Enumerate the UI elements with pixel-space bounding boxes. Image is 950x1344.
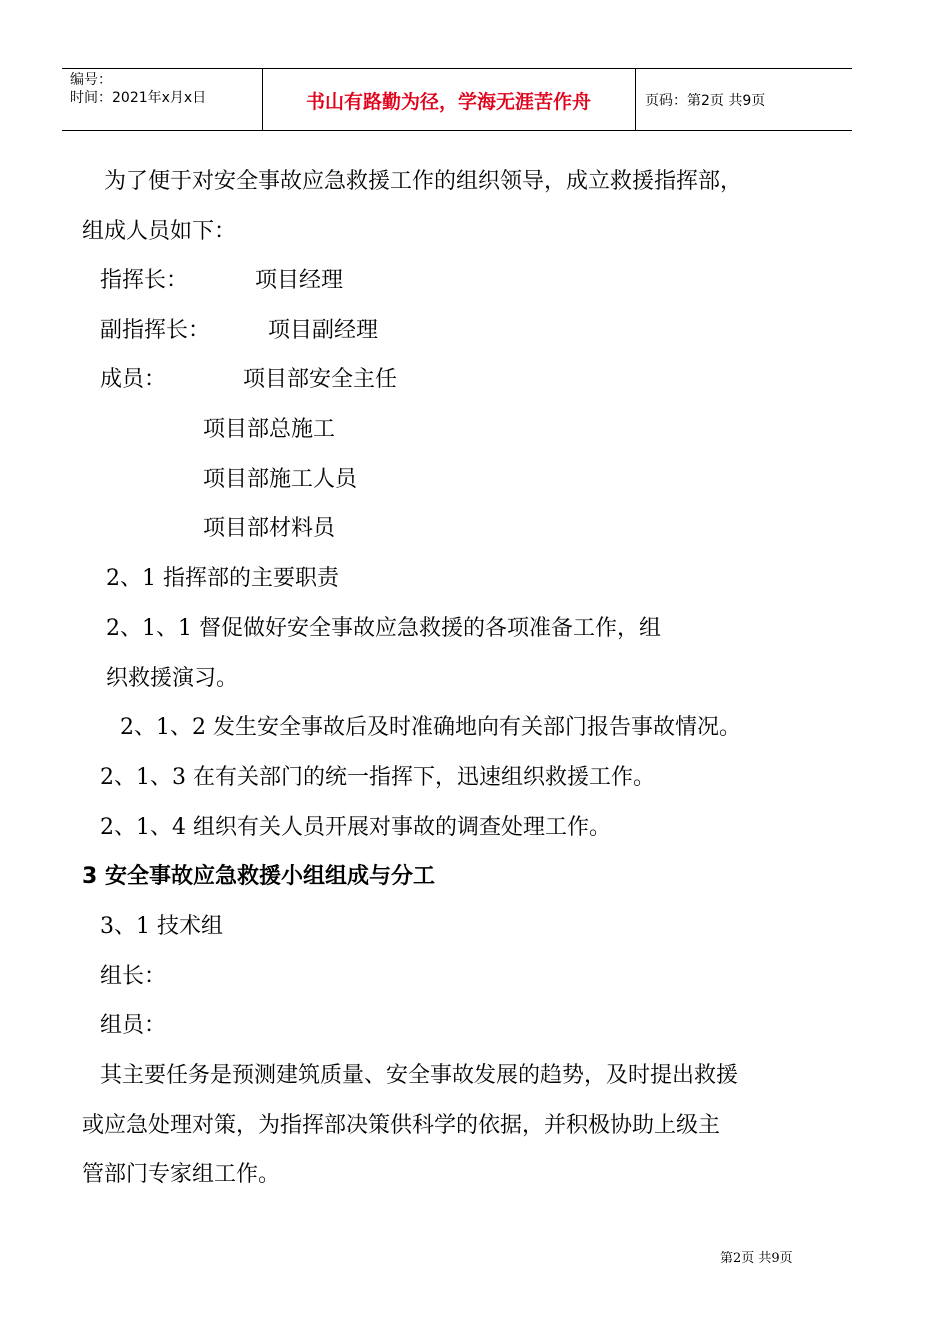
paragraph-line: 或应急处理对策，为指挥部决策供科学的依据，并积极协助上级主 bbox=[82, 1113, 721, 1138]
commander-value: 项目经理 bbox=[255, 268, 344, 293]
time-label: 时间：2021年x月x日 bbox=[70, 90, 207, 106]
member-item: 项目部材料员 bbox=[203, 516, 336, 541]
paragraph-line: 2、1、3 在有关部门的统一指挥下，迅速组织救援工作。 bbox=[100, 765, 655, 790]
header-page-info: 页码：第2页 共9页 bbox=[645, 93, 766, 109]
member-item: 项目部安全主任 bbox=[243, 367, 398, 392]
member-item: 项目部总施工 bbox=[203, 417, 336, 442]
paragraph-line: 2、1、1 督促做好安全事故应急救援的各项准备工作，组 bbox=[106, 616, 661, 641]
page-footer: 第2页 共9页 bbox=[720, 1251, 793, 1266]
intro-line: 组成人员如下： bbox=[82, 219, 237, 244]
member-item: 项目部施工人员 bbox=[203, 467, 358, 492]
deputy-value: 项目副经理 bbox=[268, 318, 379, 343]
paragraph-line: 其主要任务是预测建筑质量、安全事故发展的趋势，及时提出救援 bbox=[100, 1063, 739, 1088]
header-motto: 书山有路勤为径，学海无涯苦作舟 bbox=[305, 91, 591, 113]
section-title: 3 安全事故应急救援小组组成与分工 bbox=[82, 864, 435, 889]
commander-label: 指挥长： bbox=[100, 268, 189, 293]
header-divider bbox=[635, 69, 636, 130]
section-heading: 3、1 技术组 bbox=[100, 914, 223, 939]
document-header bbox=[62, 68, 852, 131]
paragraph-line: 2、1、4 组织有关人员开展对事故的调查处理工作。 bbox=[100, 815, 611, 840]
leader-label: 组长： bbox=[100, 964, 167, 989]
paragraph-line: 织救援演习。 bbox=[106, 666, 239, 691]
paragraph-line: 2、1、2 发生安全事故后及时准确地向有关部门报告事故情况。 bbox=[120, 715, 741, 740]
members-label: 成员： bbox=[100, 367, 167, 392]
number-label: 编号： bbox=[70, 72, 112, 88]
intro-line: 为了便于对安全事故应急救援工作的组织领导，成立救援指挥部， bbox=[104, 169, 743, 194]
member-label: 组员： bbox=[100, 1013, 167, 1038]
section-heading: 2、1 指挥部的主要职责 bbox=[106, 566, 339, 591]
paragraph-line: 管部门专家组工作。 bbox=[82, 1162, 281, 1187]
deputy-label: 副指挥长： bbox=[100, 318, 211, 343]
